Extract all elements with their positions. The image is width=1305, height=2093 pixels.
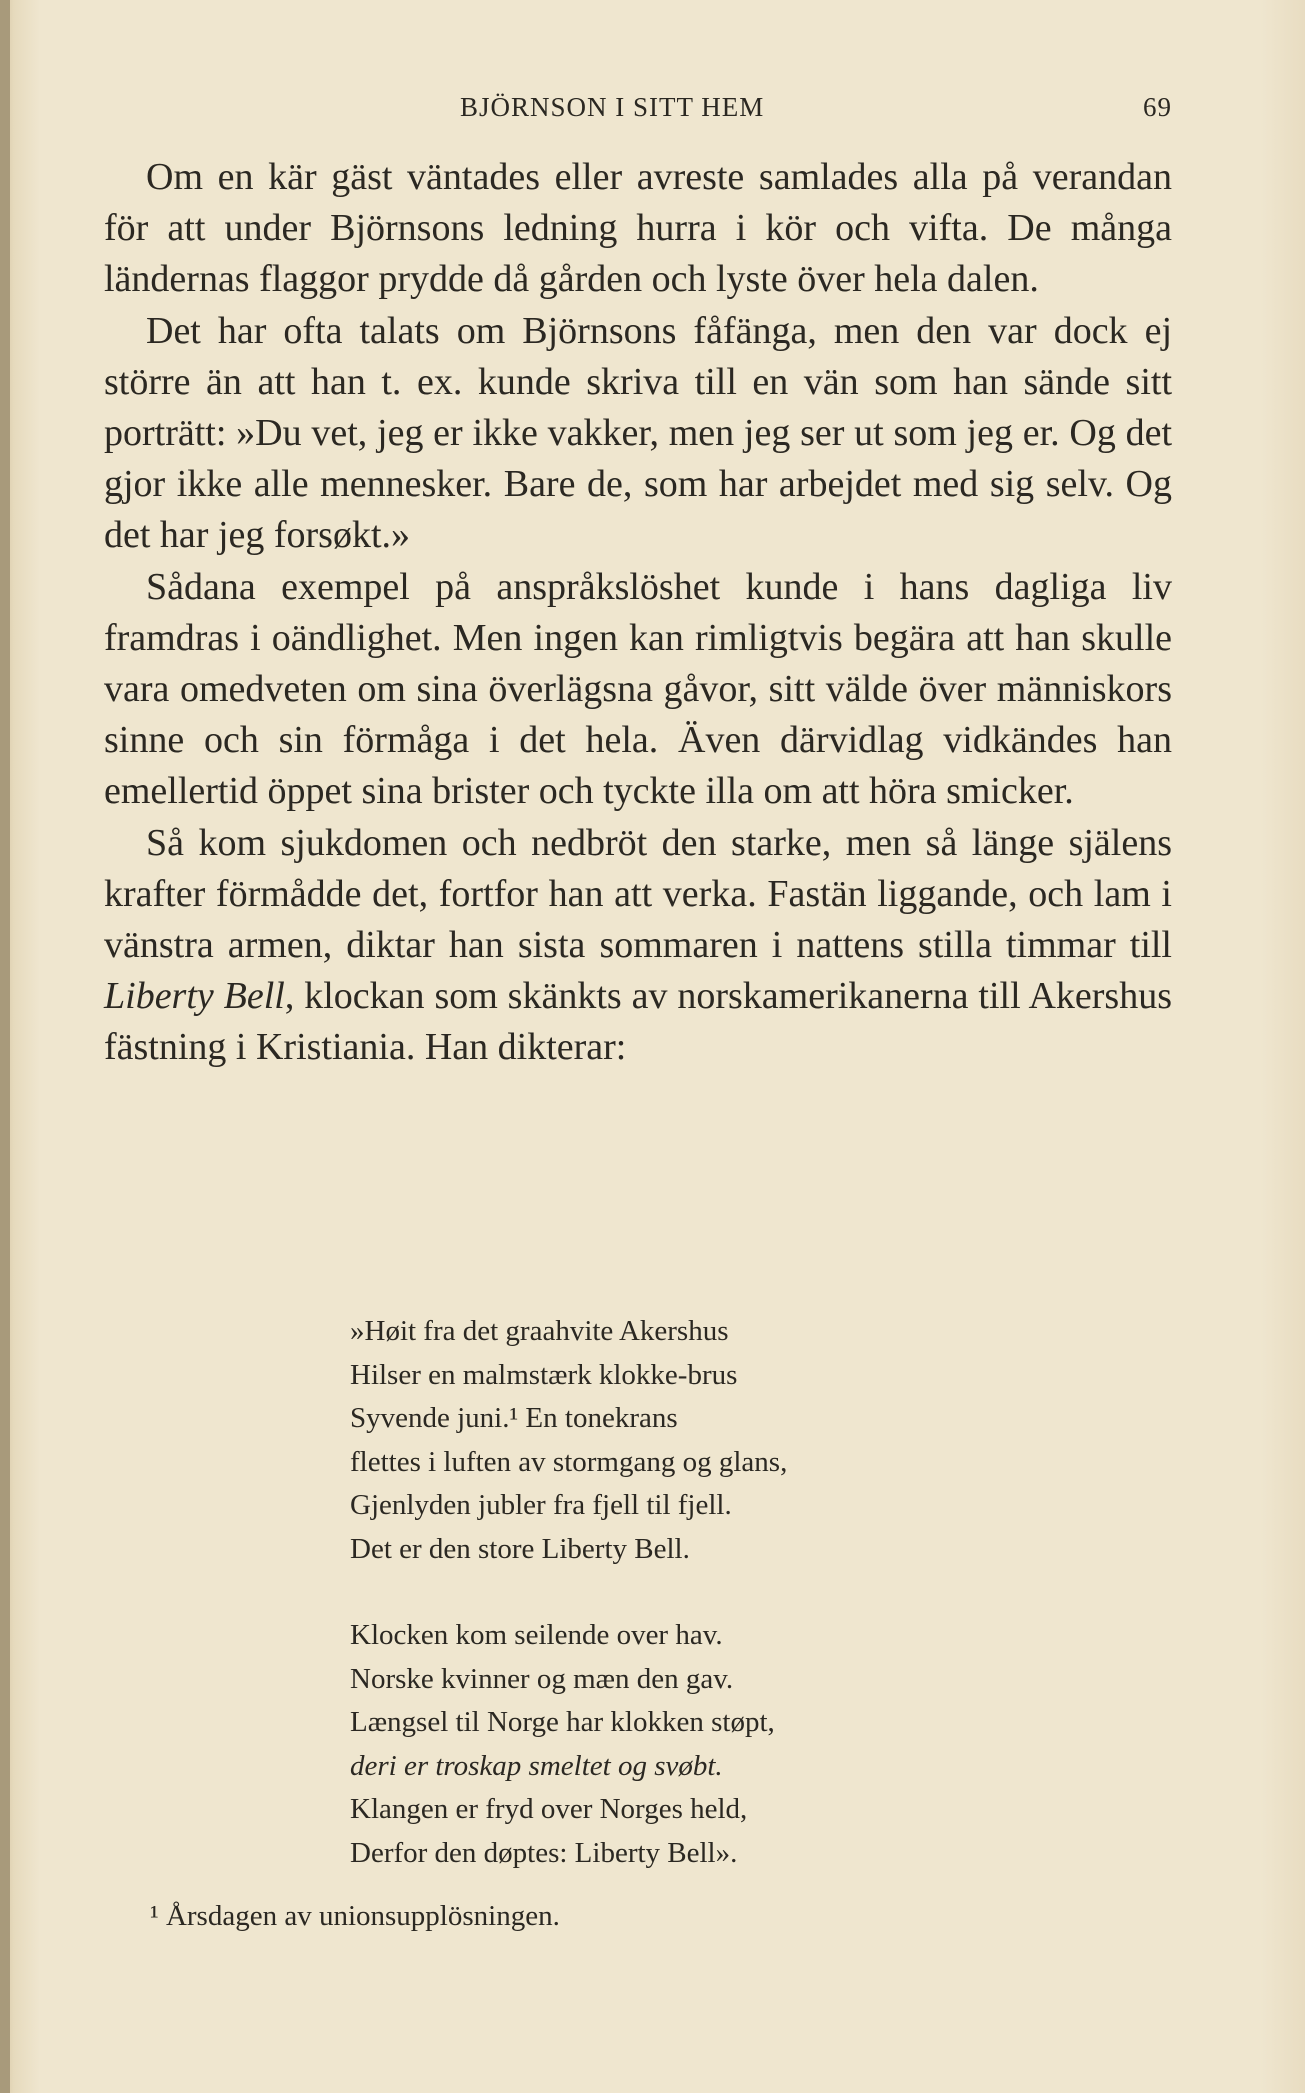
footnote-marker: ¹: [150, 1900, 159, 1932]
poem-verse: Det er den store Liberty Bell.: [350, 1532, 690, 1565]
page-number: 69: [1143, 92, 1172, 122]
poem-verse: Længsel til Norge har klokken støpt,: [350, 1706, 775, 1738]
poem-verse: Klocken kom seilende over hav.: [350, 1619, 723, 1651]
paragraph: [104, 818, 1172, 1074]
book-spine-shadow: [0, 0, 10, 2093]
poem-verse: Klangen er fryd over Norges held,: [350, 1793, 748, 1825]
poem-verse-italic: deri er troskap smeltet og svøbt.: [350, 1749, 723, 1782]
paragraph-text: Så kom sjukdomen och nedbröt den starke, men så länge själens krafter förmådde det, fortfor han att verka. Fastän liggande, och lam i vänstra armen, diktar han sista sommaren i nattens stilla timmar till: [104, 821, 1172, 967]
poem-stanza: [350, 1310, 970, 1571]
paragraph: Om en kär gäst väntades eller avreste samlades alla på verandan för att under Björnsons ledning hurra i kör och vifta. De många ländernas flaggor prydde då gården och lyste över hela dalen.: [104, 156, 1172, 301]
paragraph: Sådana exempel på anspråkslöshet kunde i hans dagliga liv framdras i oändlighet. Men ingen kan rimligtvis begära att han skulle vara omedveten om sina överlägsna gåvor, sitt välde över människors sinne och sin förmåga i det hela. Även därvidlag vidkändes han emellertid öppet sina brister och tyckte illa om att höra smicker.: [104, 565, 1172, 813]
body-text: [104, 152, 1172, 1074]
running-head: BJÖRNSON I SITT HEM: [460, 92, 765, 122]
poem-verse: Derfor den døptes: Liberty Bell».: [350, 1836, 738, 1869]
poem: [350, 1310, 970, 1918]
paragraph: Det har ofta talats om Björnsons fåfänga, men den var dock ej större än att han t. ex. kunde skriva till en vän som han sände sitt porträtt: »Du vet, jeg er ikke vakker, men jeg ser ut som jeg er. Og det gjor ikke alle mennesker. Bare de, som har arbejdet med sig selv. Og det har jeg forsøkt.»: [104, 309, 1172, 557]
poem-stanza: [350, 1614, 970, 1875]
poem-verse: Syvende juni.¹ En tonekrans: [350, 1402, 678, 1434]
poem-verse: »Høit fra det graahvite Akershus: [350, 1315, 729, 1347]
footnote: [150, 1900, 560, 1933]
paragraph-text: , klockan som skänkts av norskamerikanerna till Akershus fästning i Kristiania. Han dikterar:: [104, 975, 1172, 1069]
poem-title-italic: Liberty Bell: [104, 975, 285, 1018]
poem-verse: flettes i luften av stormgang og glans,: [350, 1445, 788, 1478]
poem-verse: Hilser en malmstærk klokke-brus: [350, 1358, 738, 1391]
footnote-text: Årsdagen av unionsupplösningen.: [165, 1900, 560, 1932]
poem-verse: Norske kvinner og mæn den gav.: [350, 1662, 734, 1695]
page-header: [104, 92, 1172, 132]
poem-verse: Gjenlyden jubler fra fjell til fjell.: [350, 1489, 732, 1521]
